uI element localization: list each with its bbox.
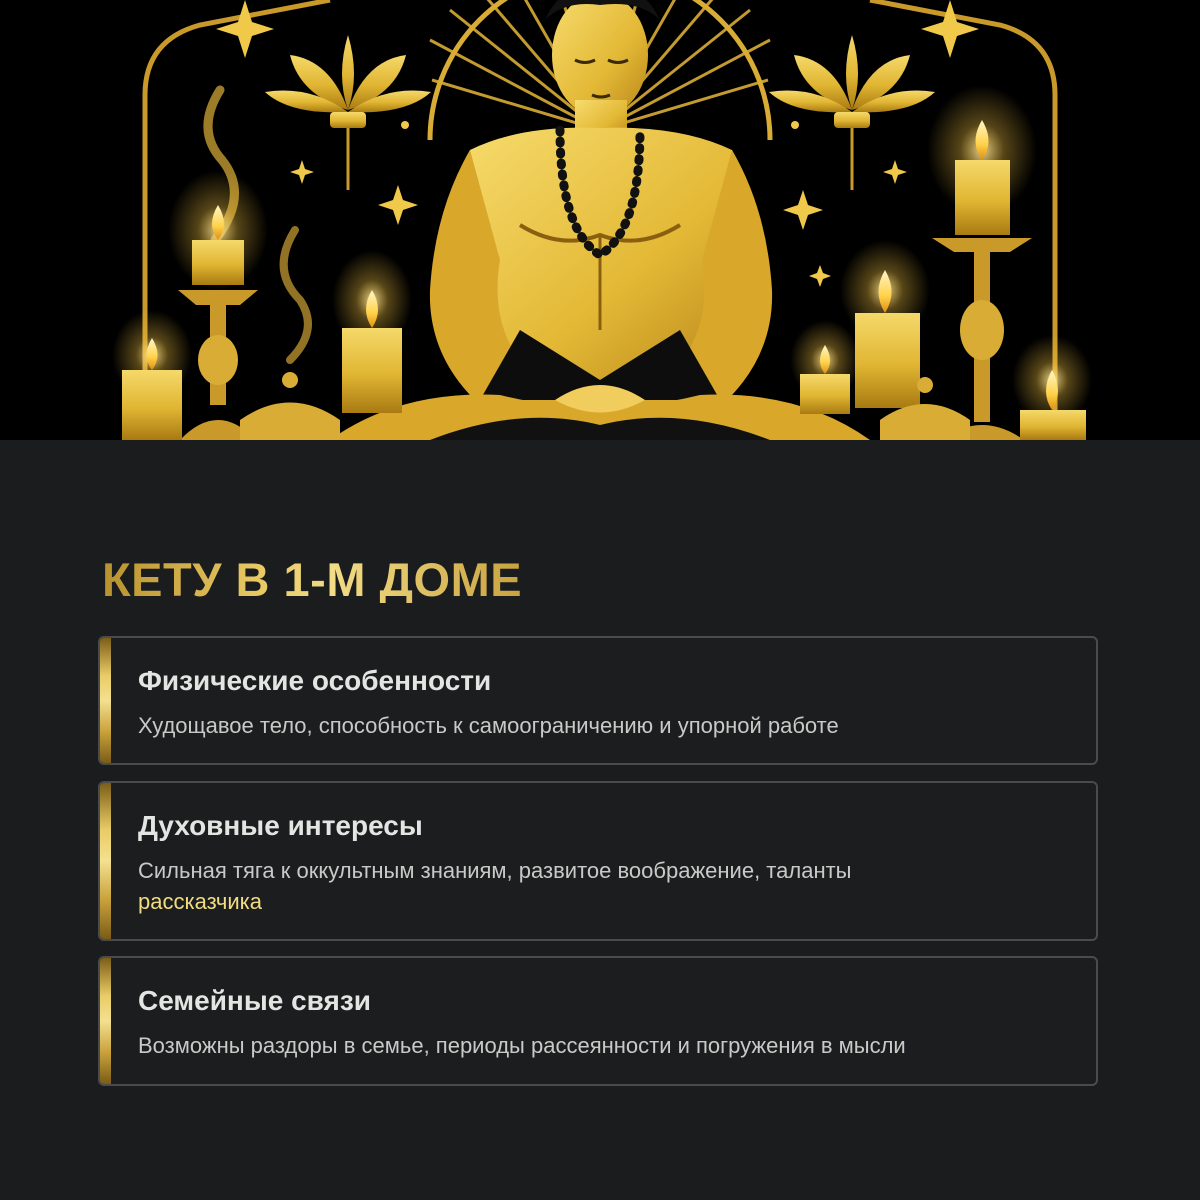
card-heading: Физические особенности	[138, 665, 492, 696]
card-text	[138, 710, 976, 741]
card-text-body: Сильная тяга к оккультным знаниям, развитое воображение, таланты	[138, 858, 852, 883]
info-card-spiritual	[98, 781, 1098, 941]
card-text-highlight: рассказчика	[138, 889, 263, 914]
info-card-family	[98, 956, 1098, 1086]
card-accent-bar	[100, 783, 111, 939]
card-heading: Семейные связи	[138, 985, 371, 1016]
card-text-body: Возможны раздоры в семье, периоды рассеянности и погружения в мысли	[138, 1033, 906, 1058]
card-accent-bar	[100, 958, 111, 1084]
card-text	[138, 855, 976, 917]
meditating-figure-icon	[0, 0, 1200, 440]
info-card-physical	[98, 636, 1098, 765]
card-text	[138, 1030, 976, 1061]
card-accent-bar	[100, 638, 111, 763]
page-title: КЕТУ В 1-М ДОМЕ	[102, 553, 523, 606]
card-heading: Духовные интересы	[138, 810, 423, 841]
hero-illustration	[0, 0, 1200, 440]
card-text-body: Худощавое тело, способность к самоограничению и упорной работе	[138, 713, 839, 738]
